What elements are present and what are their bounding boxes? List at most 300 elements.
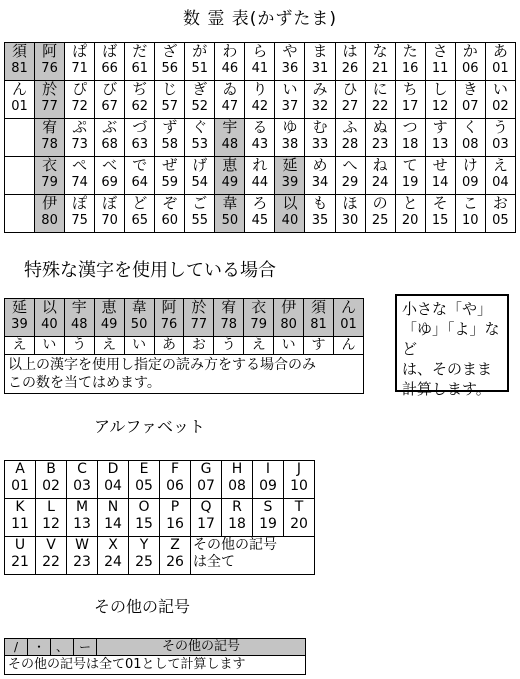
kana-cell — [245, 43, 275, 81]
alpha-letter: Z — [170, 537, 180, 553]
alpha-cell — [253, 461, 284, 499]
kana-cell-char: が — [192, 42, 208, 60]
kana-cell-char: ぶ — [102, 118, 118, 136]
kana-cell-char: ぢ — [132, 80, 148, 98]
kana-cell-number: 06 — [461, 61, 479, 76]
alpha-letter: T — [294, 499, 304, 515]
kana-cell-char: む — [312, 118, 328, 136]
special-reading-row — [5, 337, 364, 355]
special-kanji-cell-char: 恵 — [101, 298, 117, 316]
alpha-letter: E — [139, 461, 149, 477]
special-kanji-cell-number: 40 — [41, 317, 58, 332]
alpha-other-line1: その他の記号 — [193, 537, 277, 553]
table-row — [5, 157, 516, 195]
table-row — [5, 195, 516, 233]
special-table — [4, 298, 364, 394]
kana-cell — [215, 119, 245, 157]
kana-cell — [5, 119, 35, 157]
kana-cell-number: 71 — [71, 61, 88, 76]
kana-cell-char: は — [342, 42, 358, 60]
alpha-letter: Q — [200, 499, 212, 515]
kana-cell — [425, 157, 455, 195]
kana-cell-number: 49 — [221, 175, 239, 190]
kana-cell — [245, 119, 275, 157]
kana-cell-number: 76 — [41, 61, 58, 76]
alpha-letter: U — [14, 537, 26, 553]
alpha-cell — [160, 461, 191, 499]
kana-cell-char: 衣 — [42, 156, 58, 174]
alpha-letter: S — [263, 499, 273, 515]
kana-cell-number: 62 — [131, 99, 148, 114]
alpha-cell — [284, 461, 315, 499]
side-note-line2b: は、そのまま — [402, 360, 493, 378]
kana-cell — [455, 119, 485, 157]
kana-cell — [155, 81, 185, 119]
kana-cell — [95, 157, 125, 195]
kana-cell — [5, 81, 35, 119]
special-reading-cell: い — [274, 337, 304, 355]
table-row — [5, 461, 315, 499]
kana-cell-number: 21 — [371, 61, 389, 76]
kana-cell-char: 須 — [12, 42, 28, 60]
kana-cell-char: わ — [222, 42, 238, 60]
alpha-letter: V — [46, 537, 56, 553]
table-row — [5, 43, 516, 81]
kana-cell-char: だ — [132, 42, 148, 60]
special-kanji-cell-number: 76 — [160, 317, 178, 332]
alpha-letter: G — [200, 461, 212, 477]
kana-cell-char: ぬ — [372, 118, 388, 136]
kana-cell — [455, 81, 485, 119]
kana-cell-number: 01 — [11, 99, 28, 114]
alpha-number: 23 — [73, 554, 91, 570]
kana-cell — [35, 81, 65, 119]
kana-cell — [215, 157, 245, 195]
kana-cell-char: ろ — [252, 194, 268, 212]
kana-cell-char: の — [372, 194, 388, 212]
kana-cell — [425, 43, 455, 81]
alpha-number: 26 — [166, 554, 184, 570]
kana-cell-number: 46 — [221, 61, 239, 76]
kana-cell-char: て — [402, 156, 418, 174]
kana-cell — [485, 157, 515, 195]
special-reading-cell: あ — [154, 337, 184, 355]
special-kanji-cell — [333, 299, 363, 337]
kana-cell-char: ん — [12, 80, 28, 98]
kana-cell — [395, 195, 425, 233]
kana-cell — [335, 119, 365, 157]
kana-cell-char: 恵 — [222, 156, 238, 174]
kana-cell-number: 15 — [431, 213, 449, 228]
kana-cell — [155, 119, 185, 157]
kana-cell — [245, 81, 275, 119]
table-row — [5, 537, 315, 575]
special-kanji-cell-char: 宇 — [71, 298, 87, 316]
kana-cell-char: ぼ — [102, 194, 118, 212]
kana-cell-char: ぺ — [72, 156, 88, 174]
kana-cell — [5, 43, 35, 81]
kana-cell — [215, 195, 245, 233]
alpha-number: 11 — [11, 516, 29, 532]
kana-cell-char: れ — [252, 156, 268, 174]
kana-cell — [215, 43, 245, 81]
special-kanji-cell-char: 伊 — [281, 298, 297, 316]
kana-cell-char: じ — [162, 80, 178, 98]
kana-cell-char: ほ — [342, 194, 358, 212]
kana-cell — [65, 157, 95, 195]
kana-cell-number: 73 — [71, 137, 88, 152]
kana-cell-char: さ — [432, 42, 448, 60]
kana-cell — [425, 119, 455, 157]
alpha-number: 07 — [197, 478, 215, 494]
alpha-number: 19 — [259, 516, 277, 532]
special-reading-cell: う — [64, 337, 94, 355]
kana-cell-char: か — [462, 42, 478, 60]
kana-cell-char: も — [312, 194, 328, 212]
alpha-cell — [129, 537, 160, 575]
kana-cell — [5, 195, 35, 233]
special-kanji-cell — [64, 299, 94, 337]
kana-cell — [305, 81, 335, 119]
kana-cell-char: け — [462, 156, 478, 174]
kana-cell — [125, 157, 155, 195]
special-kanji-cell-number: 81 — [310, 317, 327, 332]
kana-cell — [395, 157, 425, 195]
special-kanji-cell-char: 阿 — [161, 298, 177, 316]
alpha-cell — [160, 537, 191, 575]
kana-cell-number: 72 — [71, 99, 88, 114]
kana-cell-char: ゐ — [222, 80, 238, 98]
kana-cell-number: 32 — [311, 99, 329, 114]
kana-cell-number: 23 — [371, 137, 389, 152]
kana-cell-number: 48 — [221, 137, 239, 152]
kana-cell — [125, 195, 155, 233]
special-kanji-cell-char: 延 — [11, 298, 27, 316]
kana-cell-char: え — [492, 156, 508, 174]
alpha-cell — [67, 537, 98, 575]
special-reading-cell: す — [304, 337, 334, 355]
kana-cell-number: 02 — [492, 99, 509, 114]
special-kanji-cell — [274, 299, 304, 337]
special-note-line1: 以上の漢字を使用し指定の読み方をする場合のみ — [8, 357, 316, 373]
kana-cell-number: 44 — [251, 175, 269, 190]
alpha-number: 22 — [42, 554, 60, 570]
special-kanji-cell-char: 宥 — [221, 298, 237, 316]
kana-cell-char: あ — [492, 42, 508, 60]
special-kanji-cell-char: 以 — [41, 298, 57, 316]
kana-cell-char: や — [282, 42, 298, 60]
kana-cell-number: 26 — [341, 61, 359, 76]
kana-cell-number: 68 — [101, 137, 118, 152]
kana-cell — [95, 195, 125, 233]
kana-cell-number: 07 — [461, 99, 479, 114]
kana-cell — [305, 119, 335, 157]
kana-cell — [485, 195, 515, 233]
side-note-line3: 計算します。 — [402, 380, 491, 398]
kana-cell-number: 12 — [431, 99, 449, 114]
kana-cell-char: ね — [372, 156, 388, 174]
special-reading-cell: え — [244, 337, 274, 355]
other-note: その他の記号は全て01として計算します — [5, 656, 306, 675]
kana-cell-char: ぞ — [162, 194, 178, 212]
kana-cell-number: 31 — [311, 61, 329, 76]
kana-cell-number: 81 — [11, 61, 28, 76]
special-kanji-cell-char: 衣 — [251, 298, 267, 316]
kana-cell — [35, 119, 65, 157]
other-table — [4, 638, 306, 675]
kana-cell-char: め — [312, 156, 328, 174]
kana-cell-number: 55 — [191, 213, 209, 228]
kana-cell-number: 66 — [101, 61, 118, 76]
kana-cell-number: 35 — [311, 213, 329, 228]
kana-cell — [275, 195, 305, 233]
alpha-number: 02 — [42, 478, 60, 494]
alpha-cell — [5, 537, 36, 575]
kana-cell — [185, 157, 215, 195]
kana-cell-char: こ — [462, 194, 478, 212]
symbol-cell: 、 — [51, 639, 74, 656]
special-heading: 特殊な漢字を使用している場合 — [24, 260, 276, 281]
kana-cell — [155, 43, 185, 81]
alpha-other-cell — [191, 537, 315, 575]
kana-cell-number: 08 — [461, 137, 479, 152]
special-kanji-cell — [184, 299, 214, 337]
kana-cell — [365, 81, 395, 119]
kana-cell — [305, 157, 335, 195]
kana-cell-number: 29 — [341, 175, 359, 190]
alpha-number: 18 — [228, 516, 246, 532]
kana-cell — [395, 119, 425, 157]
special-kanji-cell-char: 韋 — [131, 298, 147, 316]
kana-cell-number: 10 — [461, 213, 479, 228]
kana-cell-char: つ — [402, 118, 418, 136]
kana-cell — [305, 43, 335, 81]
kana-cell-number: 34 — [311, 175, 329, 190]
alpha-letter: O — [138, 499, 150, 515]
special-kanji-cell-number: 79 — [250, 317, 267, 332]
kana-cell-number: 75 — [71, 213, 88, 228]
kana-cell-char: ば — [102, 42, 118, 60]
kana-cell — [95, 43, 125, 81]
kana-cell — [455, 157, 485, 195]
kana-cell-char: そ — [432, 194, 448, 212]
kana-cell — [365, 119, 395, 157]
other-heading: その他の記号 — [94, 597, 191, 616]
kana-cell-number: 59 — [161, 175, 179, 190]
alpha-cell — [191, 499, 222, 537]
kana-cell — [215, 81, 245, 119]
kana-cell — [65, 43, 95, 81]
kana-cell-number: 38 — [281, 137, 299, 152]
kana-cell — [35, 195, 65, 233]
main-table — [4, 42, 516, 233]
alpha-other-line2: は全て — [193, 554, 235, 570]
kana-cell-number: 14 — [431, 175, 449, 190]
alpha-letter: A — [15, 461, 25, 477]
alpha-letter: R — [232, 499, 242, 515]
kana-cell-number: 52 — [191, 99, 209, 114]
kana-cell-char: ど — [132, 194, 148, 212]
alpha-number: 01 — [11, 478, 29, 494]
kana-cell — [455, 195, 485, 233]
alpha-letter: H — [231, 461, 243, 477]
special-kanji-cell-number: 48 — [70, 317, 88, 332]
alpha-cell — [98, 499, 129, 537]
kana-cell — [185, 81, 215, 119]
special-kanji-cell-number: 78 — [220, 317, 238, 332]
kana-cell-char: き — [462, 80, 478, 98]
kana-cell — [335, 157, 365, 195]
kana-cell-char: な — [372, 42, 388, 60]
side-note-line1: 小さな「や」 — [402, 300, 493, 318]
alpha-number: 04 — [104, 478, 122, 494]
alpha-letter: Y — [139, 537, 149, 553]
kana-cell-number: 36 — [281, 61, 299, 76]
kana-cell-char: ひ — [342, 80, 358, 98]
alpha-letter: W — [75, 537, 89, 553]
kana-cell-number: 57 — [161, 99, 179, 114]
kana-cell — [245, 195, 275, 233]
alpha-letter: F — [170, 461, 180, 477]
kana-cell — [245, 157, 275, 195]
kana-cell-char: 伊 — [42, 194, 58, 212]
kana-cell-char: い — [282, 80, 298, 98]
alpha-number: 05 — [135, 478, 153, 494]
kana-cell-number: 16 — [401, 61, 419, 76]
kana-cell — [65, 81, 95, 119]
table-row — [5, 499, 315, 537]
special-reading-cell: い — [124, 337, 154, 355]
kana-cell-char: づ — [132, 118, 148, 136]
kana-cell — [275, 157, 305, 195]
special-kanji-cell — [214, 299, 244, 337]
kana-cell-number: 18 — [401, 137, 419, 152]
kana-cell-number: 03 — [492, 137, 509, 152]
alpha-letter: C — [77, 461, 87, 477]
alpha-letter: J — [296, 461, 302, 477]
kana-cell-number: 58 — [161, 137, 179, 152]
kana-cell-char: い — [492, 80, 508, 98]
kana-cell-number: 40 — [281, 213, 299, 228]
kana-cell — [365, 157, 395, 195]
special-kanji-cell-char: 於 — [191, 298, 207, 316]
kana-cell-number: 27 — [341, 99, 359, 114]
alphabet-table — [4, 460, 315, 575]
kana-cell-number: 74 — [71, 175, 88, 190]
special-reading-cell: え — [94, 337, 124, 355]
kana-cell-number: 54 — [191, 175, 209, 190]
kana-cell-char: 阿 — [42, 42, 58, 60]
special-kanji-cell — [124, 299, 154, 337]
alpha-cell — [98, 461, 129, 499]
special-kanji-cell-number: 50 — [130, 317, 148, 332]
alpha-number: 14 — [104, 516, 122, 532]
kana-cell-char: た — [402, 42, 418, 60]
alpha-cell — [253, 499, 284, 537]
special-reading-cell: え — [5, 337, 35, 355]
kana-cell-number: 28 — [341, 137, 359, 152]
alpha-number: 13 — [73, 516, 91, 532]
alpha-cell — [222, 461, 253, 499]
table-row — [5, 81, 516, 119]
kana-cell — [365, 43, 395, 81]
kana-cell-number: 51 — [191, 61, 209, 76]
alpha-cell — [129, 499, 160, 537]
kana-cell-char: く — [462, 118, 478, 136]
alpha-number: 24 — [104, 554, 122, 570]
special-kanji-cell — [154, 299, 184, 337]
kana-cell — [65, 119, 95, 157]
kana-cell-char: せ — [432, 156, 448, 174]
kana-cell-char: と — [402, 194, 418, 212]
special-kanji-cell-number: 80 — [280, 317, 297, 332]
kana-cell — [35, 43, 65, 81]
alpha-letter: I — [265, 461, 271, 477]
kana-cell-char: り — [252, 80, 268, 98]
kana-cell-number: 17 — [401, 99, 419, 114]
special-reading-cell: い — [34, 337, 64, 355]
alpha-letter: B — [46, 461, 56, 477]
kana-cell — [395, 81, 425, 119]
alpha-number: 10 — [290, 478, 308, 494]
kana-cell-char: 以 — [282, 194, 298, 212]
alpha-number: 15 — [135, 516, 153, 532]
symbol-cell: ー — [74, 639, 97, 656]
kana-cell-number: 78 — [41, 137, 58, 152]
kana-cell — [155, 157, 185, 195]
kana-cell-char: ぽ — [72, 194, 88, 212]
kana-cell-char: 宇 — [222, 118, 238, 136]
alpha-number: 21 — [11, 554, 29, 570]
kana-cell — [95, 119, 125, 157]
kana-cell-number: 22 — [371, 99, 389, 114]
special-kanji-cell — [5, 299, 35, 337]
kana-cell-char: ぷ — [72, 118, 88, 136]
kana-cell-number: 70 — [101, 213, 118, 228]
alpha-letter: P — [170, 499, 180, 515]
alpha-number: 20 — [290, 516, 308, 532]
kana-cell-number: 61 — [131, 61, 148, 76]
kana-cell-number: 11 — [431, 61, 449, 76]
kana-cell-number: 56 — [161, 61, 179, 76]
alpha-letter: D — [107, 461, 119, 477]
alpha-number: 06 — [166, 478, 184, 494]
special-kanji-cell-number: 49 — [100, 317, 118, 332]
side-note — [395, 294, 509, 398]
special-kanji-cell — [304, 299, 334, 337]
alpha-letter: N — [107, 499, 119, 515]
kana-cell-char: ゆ — [282, 118, 298, 136]
kana-cell — [35, 157, 65, 195]
kana-cell-char: お — [492, 194, 508, 212]
kana-cell — [95, 81, 125, 119]
kana-cell-char: ご — [192, 194, 208, 212]
special-kanji-cell-number: 39 — [11, 317, 28, 332]
kana-cell-char: に — [372, 80, 388, 98]
alpha-cell — [5, 461, 36, 499]
kana-cell-number: 43 — [251, 137, 269, 152]
alpha-cell — [129, 461, 160, 499]
alpha-cell — [36, 499, 67, 537]
kana-cell-char: ぜ — [162, 156, 178, 174]
kana-cell-number: 60 — [161, 213, 179, 228]
kana-cell — [275, 119, 305, 157]
kana-cell-char: ぐ — [192, 118, 208, 136]
special-reading-cell: お — [184, 337, 214, 355]
kana-cell-number: 04 — [492, 175, 509, 190]
kana-cell-char: す — [432, 118, 448, 136]
alpha-cell — [160, 499, 191, 537]
